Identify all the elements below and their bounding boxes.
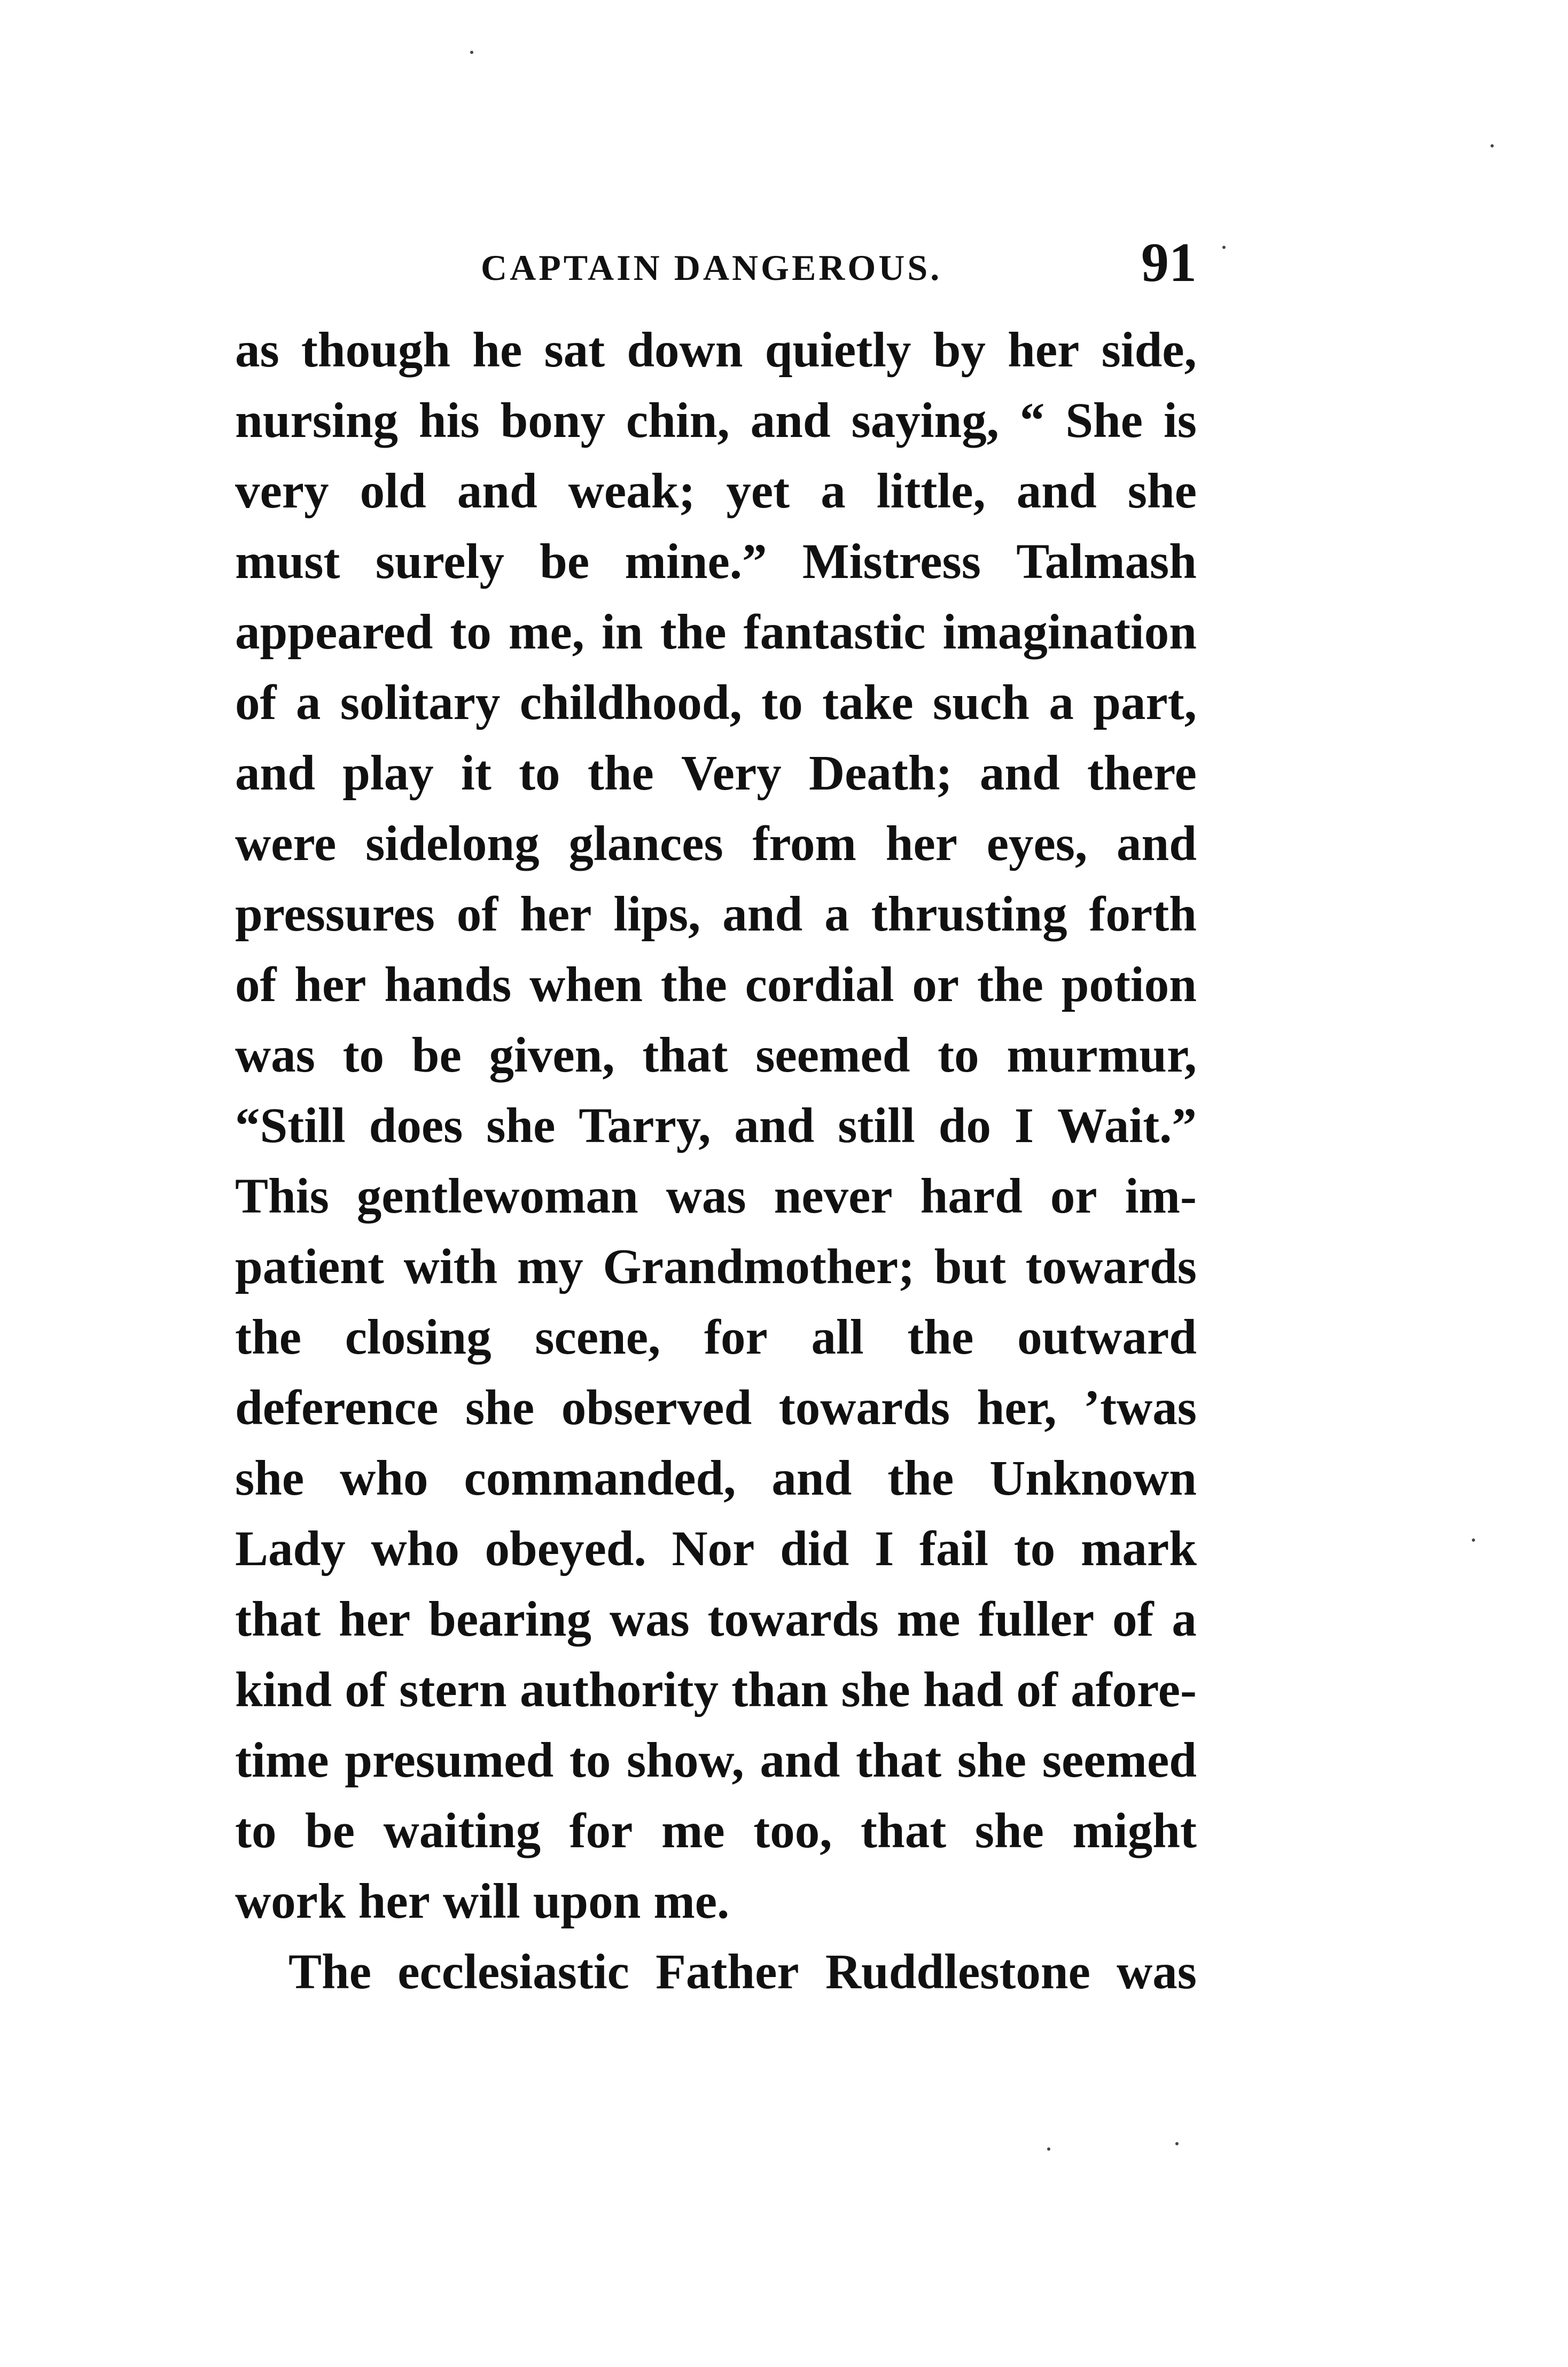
word: with [403,1239,498,1294]
word: towards [707,1592,879,1647]
word: bearing [428,1592,591,1647]
word: childhood, [519,675,742,730]
word: observed [561,1380,752,1435]
word: “ [1019,393,1045,448]
word: very [235,464,329,519]
word: does [369,1098,463,1153]
scan-speck [1472,1538,1475,1542]
word: patient [235,1239,384,1294]
word: from [752,816,856,871]
word: cordial [745,957,894,1012]
word: take [822,675,914,730]
word: nursing [235,393,398,448]
word: to [342,1028,385,1083]
word: she [486,1098,556,1153]
word: I [1014,1098,1034,1153]
word: or [912,957,959,1012]
word: my [517,1239,583,1294]
word: Father [656,1944,799,1999]
word: and [722,887,803,942]
text-line-4 [235,527,1197,597]
word: Ruddlestone [825,1944,1090,1999]
word: was [609,1592,690,1647]
word: closing [345,1310,492,1365]
word: had [923,1662,1003,1717]
word: Tarry, [579,1098,711,1153]
text-line-13 [235,1161,1197,1232]
word: that [235,1592,321,1647]
word: seemed [1042,1733,1197,1788]
word: for [569,1803,633,1858]
word: and [457,464,537,519]
word: never [774,1169,893,1224]
word: her [885,816,957,871]
word: stern [399,1662,507,1717]
word: Very [681,746,782,801]
word: but [934,1239,1007,1294]
word: time [235,1733,329,1788]
word: play [342,746,434,801]
word: a [1049,675,1074,730]
word: fuller [978,1592,1095,1647]
word: to [450,605,492,660]
word: murmur, [1007,1028,1197,1083]
word: down [627,323,743,378]
word: Unknown [989,1451,1197,1506]
word: or [1050,1169,1097,1224]
word: were [235,816,337,871]
word: be [305,1803,355,1858]
word: fantastic [743,605,926,660]
word: hands [384,957,512,1012]
word: commanded, [464,1451,736,1506]
word: she [235,1451,305,1506]
text-line-19 [235,1584,1197,1655]
word: her, [977,1380,1057,1435]
word: though [301,323,451,378]
word: weak; [568,464,696,519]
word: towards [1025,1239,1197,1294]
word: was [235,1028,315,1083]
word: for [704,1310,768,1365]
word: do [938,1098,992,1153]
word: she [1127,464,1197,519]
word: me [661,1803,725,1858]
word: still [838,1098,915,1153]
word: work [235,1874,346,1929]
word: scene, [535,1310,661,1365]
word: waiting [383,1803,541,1858]
word: Mistress [802,534,981,589]
word: and [771,1451,852,1506]
word: did [780,1521,849,1576]
running-title: CAPTAIN DANGEROUS. [481,247,942,288]
word: might [1072,1803,1197,1858]
word: was [666,1169,746,1224]
word: to [519,746,560,801]
word: there [1087,746,1197,801]
word: little, [876,464,986,519]
word: upon [533,1874,641,1929]
word: fail [919,1521,989,1576]
text-line-23 [235,1866,1197,1937]
word: Death; [808,746,953,801]
word: and [760,1733,840,1788]
word: lips, [613,887,701,942]
text-line-3 [235,456,1197,527]
word: she [841,1662,910,1717]
text-line-14 [235,1232,1197,1302]
word: side, [1101,323,1197,378]
text-line-8 [235,809,1197,879]
word: she [957,1733,1027,1788]
word: of [1112,1592,1154,1647]
text-line-20 [235,1655,1197,1725]
scan-speck [470,51,473,54]
scan-speck [1175,2142,1179,2145]
word: a [295,675,321,730]
word: outward [1017,1310,1197,1365]
word: the [660,605,727,660]
word: saying, [851,393,1000,448]
word: Talmash [1016,534,1197,589]
word: will [442,1874,520,1929]
word: kind [235,1662,332,1717]
word: she [974,1803,1044,1858]
word: old [360,464,426,519]
word: authority [519,1662,719,1717]
word: his [418,393,480,448]
word: who [340,1451,428,1506]
word: solitary [340,675,501,730]
word: potion [1061,957,1197,1012]
word: mine.” [625,534,767,589]
text-line-2 [235,386,1197,456]
word: to [569,1733,611,1788]
word: me, [508,605,584,660]
word: quietly [765,323,911,378]
word: mark [1081,1521,1197,1576]
word: obeyed. [485,1521,646,1576]
word: her [520,887,592,942]
word: surely [375,534,504,589]
word: imagination [942,605,1197,660]
word: her [358,1874,430,1929]
word: the [887,1451,954,1506]
text-line-7 [235,738,1197,809]
word: to [938,1028,979,1083]
text-line-21 [235,1725,1197,1796]
word: of [235,957,277,1012]
word: that [861,1803,947,1858]
word: ecclesiastic [397,1944,629,1999]
word: was [1117,1944,1197,1999]
word: bony [500,393,606,448]
word: she [465,1380,535,1435]
word: be [540,534,590,589]
word: sidelong [365,816,540,871]
word: Grandmother; [603,1239,915,1294]
word: She [1065,393,1143,448]
text-line-10 [235,950,1197,1020]
word: given, [489,1028,615,1083]
word: Lady [235,1521,346,1576]
word: as [235,323,279,378]
scan-speck [1491,144,1494,147]
text-line-15 [235,1302,1197,1373]
word: and [734,1098,815,1153]
word: me [896,1592,961,1647]
word: to [1013,1521,1056,1576]
word: sat [544,323,605,378]
word: that [642,1028,728,1083]
word: a [1172,1592,1197,1647]
word: all [811,1310,864,1365]
text-line-24 [235,1937,1197,2007]
word: gentlewoman [356,1169,638,1224]
text-line-22 [235,1796,1197,1866]
word: forth [1089,887,1197,942]
word: than [731,1662,829,1717]
word: of [456,887,498,942]
word: the [907,1310,974,1365]
page-number: 91 [1141,232,1197,293]
word: her [339,1592,411,1647]
text-line-9 [235,879,1197,950]
word: I [875,1521,894,1576]
word: to [761,675,803,730]
text-line-1 [235,315,1197,386]
word: The [288,1944,372,1999]
word: im- [1125,1169,1197,1224]
word: “Still [235,1098,346,1153]
text-line-18 [235,1514,1197,1584]
word: pressures [235,887,435,942]
word: the [977,957,1043,1012]
word: and [979,746,1060,801]
word: is [1163,393,1197,448]
word: thrusting [871,887,1067,942]
word: This [235,1169,329,1224]
word: of [1016,1662,1058,1717]
text-line-5 [235,597,1197,668]
word: be [411,1028,462,1083]
word: by [933,323,986,378]
word: the [660,957,727,1012]
word: who [371,1521,459,1576]
scan-speck [1222,246,1226,249]
word: seemed [755,1028,910,1083]
word: me. [653,1874,730,1929]
word: deference [235,1380,439,1435]
word: her [1008,323,1080,378]
word: the [587,746,654,801]
scan-speck [1047,2147,1050,2151]
word: appeared [235,605,433,660]
word: it [461,746,492,801]
body-text [235,315,1197,2007]
word: eyes, [986,816,1088,871]
word: of [235,675,277,730]
text-line-16 [235,1373,1197,1443]
word: a [824,887,849,942]
word: towards [778,1380,950,1435]
word: in [601,605,643,660]
text-line-6 [235,668,1197,738]
word: part, [1093,675,1197,730]
word: too, [753,1803,832,1858]
word: chin, [626,393,730,448]
word: and [235,746,315,801]
word: and [1016,464,1097,519]
word: of [345,1662,386,1717]
word: ’twas [1083,1380,1197,1435]
text-line-12 [235,1091,1197,1161]
word: presumed [345,1733,554,1788]
word: such [933,675,1029,730]
word: a [821,464,846,519]
word: glances [568,816,723,871]
running-head [235,232,1197,294]
word: Wait.” [1057,1098,1197,1153]
word: and [750,393,831,448]
word: to [235,1803,277,1858]
word: when [529,957,643,1012]
word: the [235,1310,301,1365]
word: hard [920,1169,1023,1224]
word: yet [726,464,790,519]
text-line-17 [235,1443,1197,1514]
text-line-11 [235,1020,1197,1091]
word: he [472,323,522,378]
word: afore- [1071,1662,1197,1717]
word: must [235,534,340,589]
word: her [294,957,366,1012]
word: Nor [672,1521,755,1576]
word: show, [627,1733,744,1788]
word: and [1116,816,1197,871]
word: that [856,1733,942,1788]
